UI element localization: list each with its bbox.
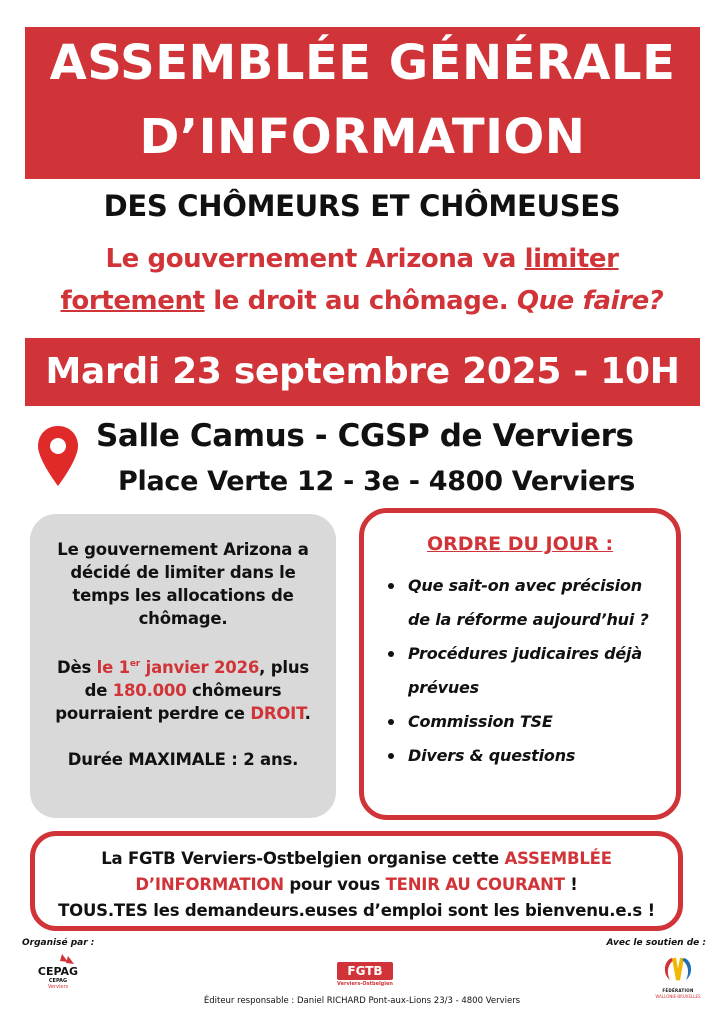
title-banner bbox=[25, 27, 700, 179]
intro-question: Que faire? bbox=[516, 286, 664, 316]
info-date-post: janvier 2026 bbox=[140, 658, 260, 677]
info-date-pre: le 1 bbox=[96, 658, 130, 677]
footer-line-3: TOUS.TES les demandeurs.euses d’emploi sont les bienvenu.e.s ! bbox=[58, 901, 655, 920]
intro-text bbox=[20, 238, 704, 322]
agenda-item: Commission TSE bbox=[386, 705, 664, 739]
info-box bbox=[30, 514, 336, 818]
info-paragraph-1: Le gouvernement Arizona a décidé de limiter dans le temps les allocations de chômage. bbox=[57, 540, 309, 628]
info-right: DROIT bbox=[250, 704, 305, 723]
footer-text-d: TENIR AU COURANT bbox=[385, 875, 565, 894]
venue-address: Place Verte 12 - 3e - 4800 Verviers bbox=[118, 466, 635, 497]
agenda-list bbox=[386, 569, 664, 773]
date-banner: Mardi 23 septembre 2025 - 10H bbox=[25, 338, 700, 406]
fgtb-logo: FGTB bbox=[337, 962, 393, 980]
organized-by-label: Organisé par : bbox=[22, 938, 95, 948]
info-text-c: chômeurs pourraient perdre ce bbox=[55, 681, 282, 723]
location-pin-icon bbox=[36, 424, 80, 488]
intro-part-1: Le gouvernement Arizona va bbox=[105, 244, 525, 274]
info-duration: Durée MAXIMALE : 2 ans. bbox=[67, 750, 299, 769]
intro-underline-2: fortement bbox=[60, 286, 205, 316]
title-line-1: ASSEMBLÉE GÉNÉRALE bbox=[49, 35, 676, 91]
federation-sub: WALLONIE-BRUXELLES bbox=[655, 994, 701, 999]
fgtb-sub: Verviers-Ostbelgien bbox=[337, 981, 393, 987]
venue-name: Salle Camus - CGSP de Verviers bbox=[96, 418, 634, 454]
agenda-box bbox=[359, 508, 681, 820]
info-text-d: . bbox=[304, 704, 311, 723]
federation-logo-icon bbox=[660, 954, 696, 986]
agenda-item: Que sait-on avec précision de la réforme aujourd’hui ? bbox=[386, 569, 664, 637]
title-line-2: D’INFORMATION bbox=[139, 109, 586, 165]
footer-text-a: La FGTB Verviers-Ostbelgien organise cette bbox=[101, 849, 505, 868]
cepag-name: CEPAG bbox=[37, 965, 79, 978]
cepag-sub: CEPAG bbox=[48, 978, 68, 984]
info-date bbox=[97, 658, 260, 677]
subtitle: DES CHÔMEURS ET CHÔMEUSES bbox=[103, 189, 621, 223]
footer-box bbox=[30, 831, 683, 931]
publisher-line: Éditeur responsable : Daniel RICHARD Pont-aux-Lions 23/3 - 4800 Verviers bbox=[203, 996, 521, 1006]
intro-part-2: le droit au chômage. bbox=[204, 286, 517, 316]
footer-text-b: ASSEMBLÉE D’INFORMATION bbox=[135, 849, 612, 894]
agenda-item: Divers & questions bbox=[386, 739, 664, 773]
agenda-title: ORDRE DU JOUR : bbox=[426, 533, 614, 555]
cepag-region: Verviers bbox=[47, 984, 69, 990]
info-number: 180.000 bbox=[112, 681, 187, 700]
intro-underline-1: limiter bbox=[524, 244, 619, 274]
agenda-item: Procédures judicaires déjà prévues bbox=[386, 637, 664, 705]
support-label: Avec le soutien de : bbox=[606, 938, 706, 948]
footer-text-e: ! bbox=[564, 875, 578, 894]
info-text-b: , plus de bbox=[84, 658, 310, 700]
info-text-a: Dès bbox=[56, 658, 97, 677]
footer-text-c: pour vous bbox=[283, 875, 386, 894]
footer-lines-1-2 bbox=[35, 846, 678, 898]
federation-name: FÉDÉRATION bbox=[662, 988, 694, 993]
info-date-sup: er bbox=[129, 659, 141, 669]
info-paragraph-2 bbox=[44, 653, 322, 725]
